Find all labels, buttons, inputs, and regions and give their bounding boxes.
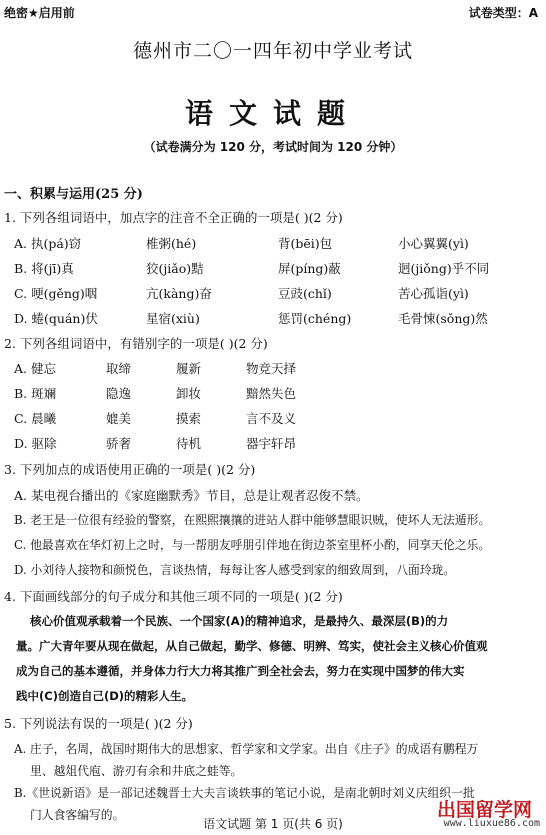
- watermark-url: www.liuxue86.com: [443, 818, 540, 829]
- q4-passage-line: 核心价值观承载着一个民族、一个国家(A)的精神追求，是最持久、最深层(B)的力: [30, 614, 449, 628]
- q1-option-cell: 豆豉(chǐ): [278, 286, 332, 301]
- q5-option-b-line: B.《世说新语》是一部记述魏晋士大夫言谈轶事的笔记小说，是南北朝时刘义庆组织一批: [14, 786, 475, 800]
- q3-option-a: A. 某电视台播出的《家庭幽默秀》节目，总是让观者忍俊不禁。: [14, 488, 369, 503]
- subject-title: 语文试题: [184, 97, 361, 130]
- watermark-logo-text: 出国留学网: [436, 799, 532, 821]
- q1-option-cell: B. 将(jī)真: [14, 261, 74, 276]
- q1-option-cell: 椎粥(hé): [146, 236, 197, 251]
- q2-option-cell: 隐逸: [106, 386, 132, 401]
- q2-option-cell: C. 晨曦: [14, 411, 57, 426]
- question-1-stem: 1. 下列各组词语中，加点字的注音不全正确的一项是( )(2 分): [4, 210, 343, 225]
- q1-option-cell: 背(bēi)包: [278, 236, 333, 251]
- q5-option-a-line: A. 庄子，名周，战国时期伟大的思想家、哲学家和文学家。出自《庄子》的成语有鹏程万: [14, 742, 479, 756]
- q1-option-cell: 迥(jiǒng)乎不同: [398, 261, 490, 276]
- q2-option-cell: 器宇轩昂: [246, 436, 297, 451]
- q1-option-cell: 星宿(xiù): [146, 311, 200, 326]
- q3-option-d: D. 小刘待人接物和颜悦色，言谈热情，每每让客人感受到家的细致周到，八面玲珑。: [14, 563, 456, 577]
- q2-option-cell: 言不及义: [246, 411, 297, 426]
- q1-option-cell: 屏(píng)蔽: [278, 261, 341, 276]
- q1-option-cell: 狡(jiǎo)黠: [146, 261, 204, 276]
- q3-option-c: C. 他最喜欢在华灯初上之时，与一帮朋友呼朋引伴地在街边茶室里杯小酌，同享天伦之乐。: [14, 538, 491, 552]
- q1-option-cell: 小心翼翼(yì): [398, 236, 469, 251]
- question-5-stem: 5. 下列说法有误的一项是( )(2 分): [4, 716, 193, 731]
- question-4-stem: 4. 下面画线部分的句子成分和其他三项不同的一项是( )(2 分): [4, 589, 343, 604]
- q2-option-cell: 黯然失色: [246, 386, 297, 401]
- q2-option-cell: B. 斑斓: [14, 386, 57, 401]
- q4-passage-line: 践中(C)创造自己(D)的精彩人生。: [16, 689, 194, 703]
- question-2-stem: 2. 下列各组词语中，有错别字的一项是( )(2 分): [4, 336, 268, 351]
- question-3-stem: 3. 下列加点的成语使用正确的一项是( )(2 分): [4, 462, 256, 477]
- q2-option-cell: 卸妆: [176, 386, 202, 401]
- q2-option-cell: 骄奢: [106, 436, 132, 451]
- q2-option-cell: 取缔: [106, 361, 132, 376]
- q4-passage-line: 成为自己的基本遵循，并身体力行大力将其推广到全社会去，努力在实现中国梦的伟大实: [16, 664, 465, 678]
- q1-option-cell: 毛骨悚(sǒng)然: [398, 311, 488, 326]
- q2-option-cell: 履新: [176, 361, 202, 376]
- q2-option-cell: 待机: [176, 436, 202, 451]
- exam-title: 德州市二〇一四年初中学业考试: [132, 40, 413, 62]
- paper-type-label: 试卷类型：A: [468, 6, 538, 20]
- q5-option-b-line: 门人食客编写的。: [30, 808, 125, 822]
- q4-passage-line: 量。广大青年要从现在做起，从自己做起，勤学、修德、明辨、笃实，使社会主义核心价值观: [16, 639, 488, 653]
- q1-option-cell: 亢(kàng)奋: [146, 286, 212, 301]
- q2-option-cell: A. 健忘: [14, 361, 56, 376]
- q2-option-cell: 媲美: [106, 411, 132, 426]
- q1-option-cell: 苦心孤诣(yì): [398, 286, 469, 301]
- section-heading: 一、积累与运用(25 分): [4, 187, 143, 202]
- q2-option-cell: D. 驱除: [14, 436, 57, 451]
- q5-option-a-line: 里、越俎代庖、游刃有余和井底之蛙等。: [30, 764, 243, 778]
- q2-option-cell: 物竞天择: [246, 361, 297, 376]
- q1-option-cell: A. 执(pá)窃: [14, 236, 82, 251]
- q1-option-cell: D. 蜷(quán)伏: [14, 311, 98, 326]
- exam-note: （试卷满分为 120 分，考试时间为 120 分钟）: [143, 140, 403, 154]
- q1-option-cell: C. 哽(gěng)咽: [14, 286, 98, 301]
- q3-option-b: B. 老王是一位很有经验的警察，在熙熙攘攘的进站人群中能够慧眼识贼，使坏人无法遁形。: [14, 513, 491, 527]
- q2-option-cell: 摸索: [176, 411, 202, 426]
- q1-option-cell: 惩罚(chéng): [278, 311, 352, 326]
- page-footer: 语文试题 第 1 页(共 6 页): [203, 817, 343, 831]
- confidential-label: 绝密★启用前: [4, 6, 75, 20]
